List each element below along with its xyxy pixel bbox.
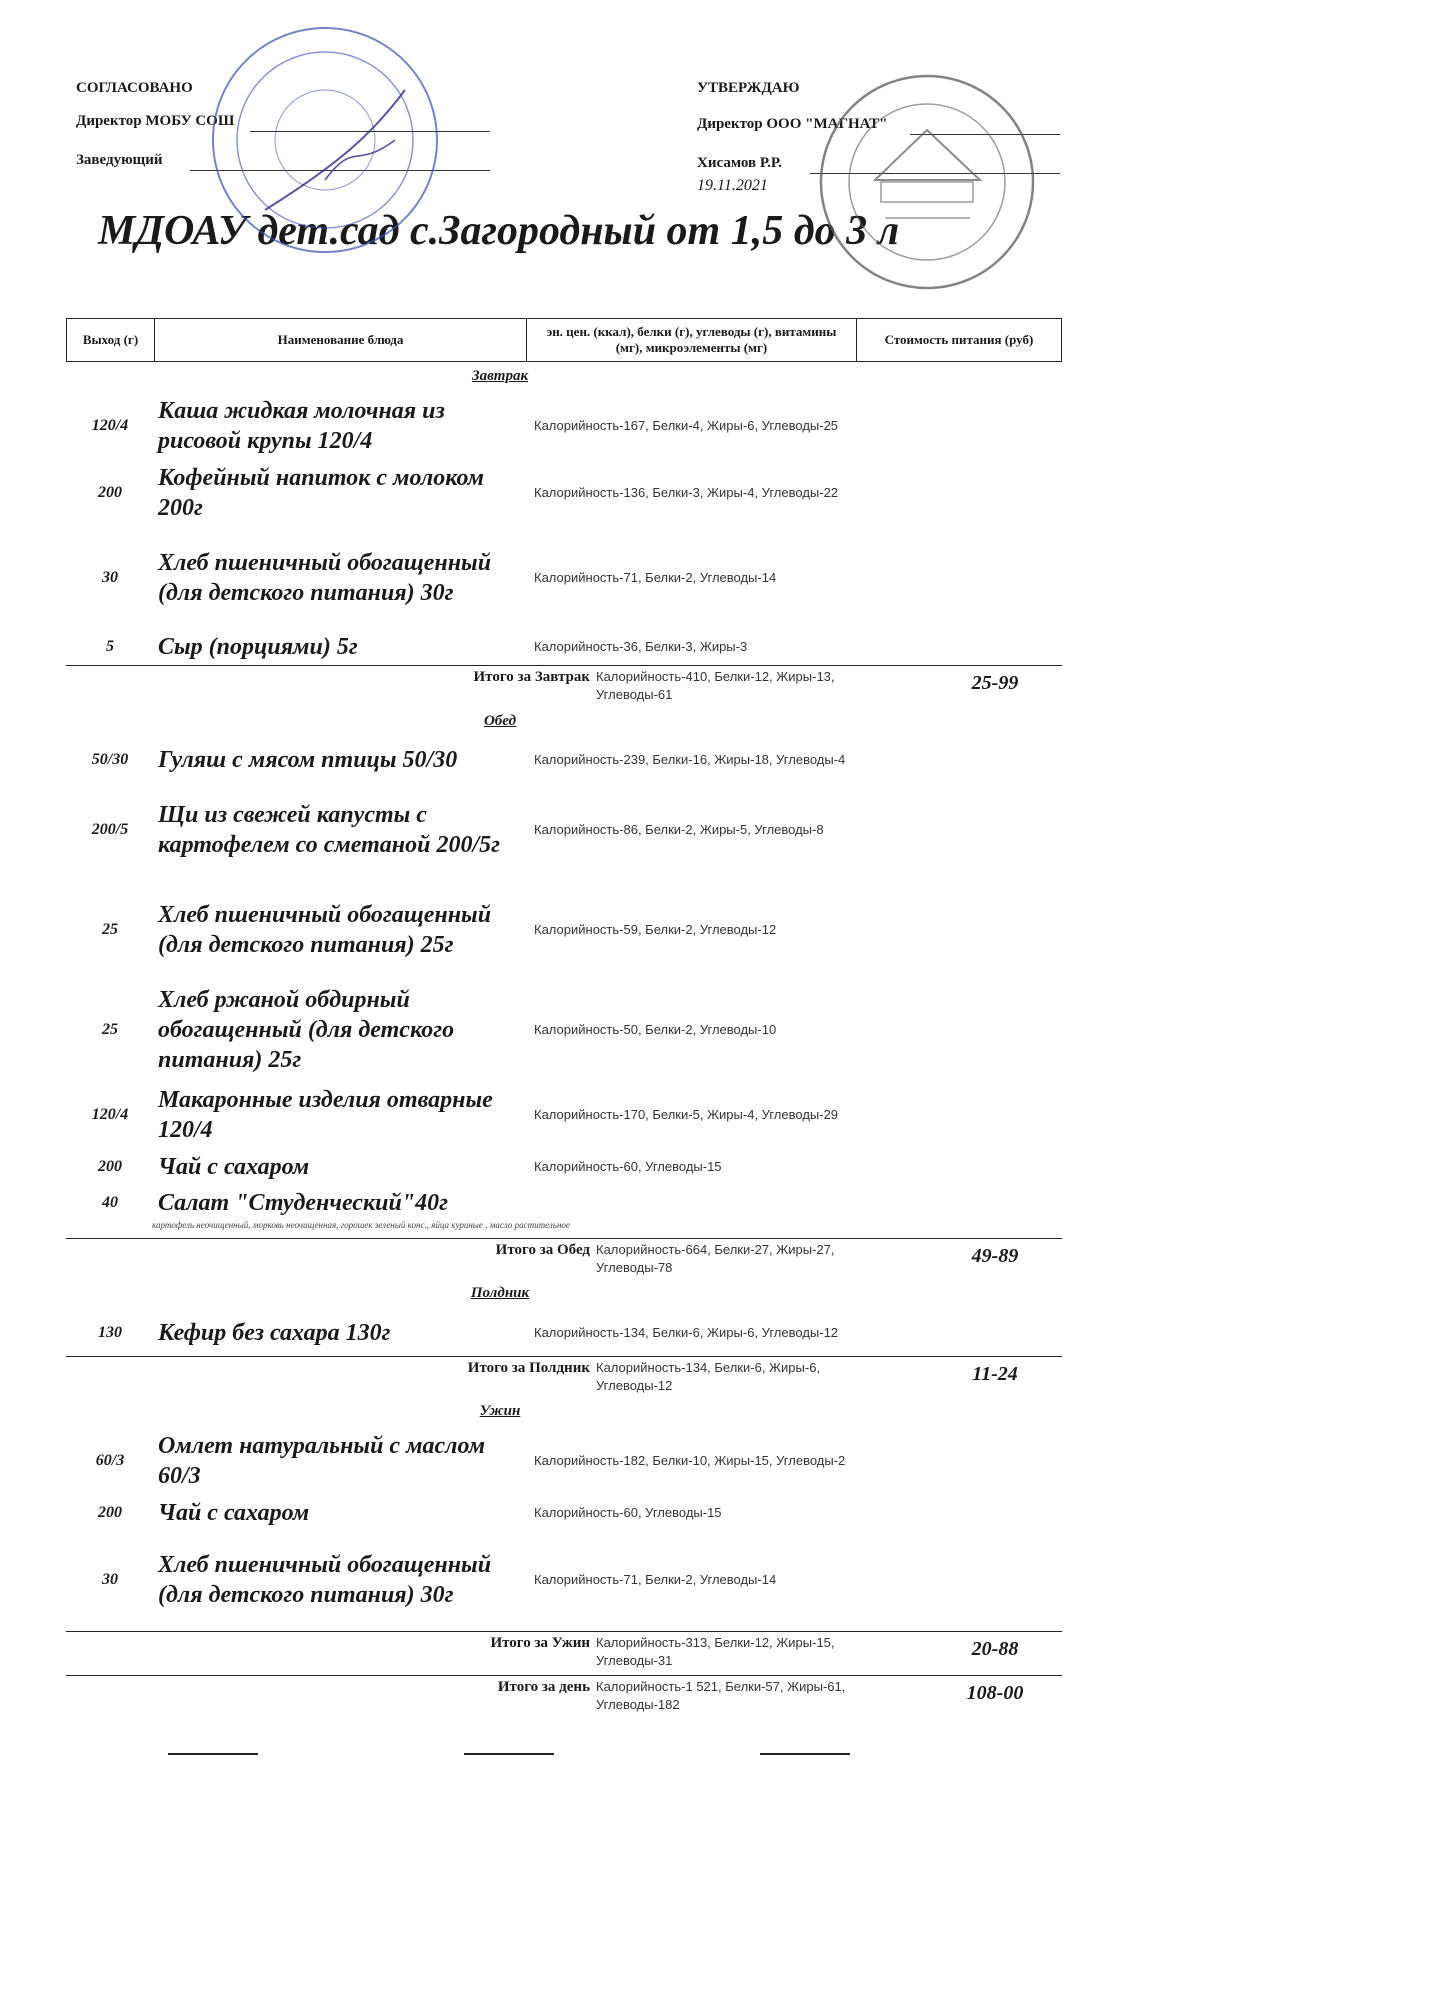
total-nutrition: Калорийность-313, Белки-12, Жиры-15, Углеводы-31 [596, 1635, 835, 1668]
table-row [66, 1496, 1062, 1530]
table-row [66, 1428, 1062, 1494]
company-stamp-icon [815, 70, 1040, 295]
total-nutrition: Калорийность-410, Белки-12, Жиры-13, Углеводы-61 [596, 669, 835, 702]
dish-name-cell: Салат "Студенческий"40г [158, 1190, 448, 1216]
approval-date: 19.11.2021 [697, 177, 768, 194]
output-cell: 50/30 [91, 751, 129, 768]
total-label: Итого за Ужин [490, 1635, 590, 1651]
table-row [66, 982, 1062, 1078]
total-nutrition: Калорийность-664, Белки-27, Жиры-27, Углеводы-78 [596, 1242, 835, 1275]
column-output: Выход (г) [67, 319, 155, 361]
table-row [66, 460, 1062, 526]
output-cell: 40 [102, 1194, 118, 1211]
nutrition-cell: Калорийность-170, Белки-5, Жиры-4, Углеводы-29 [534, 1107, 839, 1122]
signature-line [464, 1753, 554, 1755]
signature-line [168, 1753, 258, 1755]
dish-name-cell: Гуляш с мясом птицы 50/30 [158, 747, 458, 773]
signature-line [760, 1753, 850, 1755]
meal-snack-heading: Полдник [470, 1285, 530, 1301]
agreed-label: СОГЛАСОВАНО [76, 80, 193, 96]
nutrition-cell: Калорийность-60, Углеводы-15 [534, 1505, 722, 1520]
table-row [66, 530, 1062, 626]
nutrition-cell: Калорийность-167, Белки-4, Жиры-6, Углеводы-25 [534, 418, 839, 433]
output-cell: 5 [106, 638, 114, 655]
nutrition-cell: Калорийность-134, Белки-6, Жиры-6, Углеводы-12 [534, 1325, 839, 1340]
total-label: Итого за Завтрак [473, 669, 590, 685]
total-label: Итого за день [497, 1679, 590, 1695]
column-cost: Стоимость питания (руб) [884, 332, 1034, 347]
snack-total-row [66, 1356, 1062, 1403]
nutrition-cell: Калорийность-239, Белки-16, Жиры-18, Углеводы-4 [534, 752, 846, 767]
signer-name: Хисамов Р.Р. [697, 155, 782, 171]
table-row [66, 630, 1062, 664]
dish-name-cell: Хлеб ржаной обдирный обогащенный (для детского питания) 25г [158, 987, 455, 1073]
table-row [66, 1311, 1062, 1355]
table-row [66, 1186, 1062, 1220]
output-cell: 30 [102, 1571, 118, 1588]
dish-name-cell: Хлеб пшеничный обогащенный (для детского питания) 30г [158, 550, 492, 606]
dish-name-cell: Щи из свежей капусты с картофелем со сметаной 200/5г [158, 802, 500, 858]
total-nutrition: Калорийность-134, Белки-6, Жиры-6, Углеводы-12 [596, 1360, 821, 1393]
nutrition-cell: Калорийность-86, Белки-2, Жиры-5, Углеводы-8 [534, 822, 824, 837]
dish-name-cell: Макаронные изделия отварные 120/4 [158, 1087, 493, 1143]
column-nutrition: эн. цен. (ккал), белки (г), углеводы (г), витамины (мг), микроэлементы (мг) [527, 319, 857, 361]
nutrition-cell: Калорийность-50, Белки-2, Углеводы-10 [534, 1022, 777, 1037]
dish-name-cell: Чай с сахаром [158, 1154, 310, 1180]
dish-name-cell: Хлеб пшеничный обогащенный (для детского питания) 30г [158, 1552, 492, 1608]
nutrition-cell: Калорийность-136, Белки-3, Жиры-4, Углеводы-22 [534, 485, 839, 500]
dish-name-cell: Кефир без сахара 130г [158, 1320, 391, 1346]
nutrition-cell: Калорийность-71, Белки-2, Углеводы-14 [534, 1572, 777, 1587]
nutrition-cell: Калорийность-71, Белки-2, Углеводы-14 [534, 570, 777, 585]
output-cell: 200 [98, 484, 122, 501]
dish-name-cell: Чай с сахаром [158, 1500, 310, 1526]
dish-name-cell: Кофейный напиток с молоком 200г [158, 465, 484, 521]
nutrition-cell: Калорийность-182, Белки-10, Жиры-15, Углеводы-2 [534, 1453, 846, 1468]
dish-name-cell: Каша жидкая молочная из рисовой крупы 120/4 [158, 398, 445, 454]
table-row [66, 393, 1062, 459]
table-row [66, 738, 1062, 782]
breakfast-total-row [66, 665, 1062, 712]
output-cell: 120/4 [91, 1106, 129, 1123]
approve-label: УТВЕРЖДАЮ [697, 80, 800, 96]
table-header [66, 318, 1062, 362]
nutrition-cell: Калорийность-36, Белки-3, Жиры-3 [534, 639, 748, 654]
dish-name-cell: Омлет натуральный с маслом 60/3 [158, 1433, 486, 1489]
table-row [66, 882, 1062, 978]
dish-name-cell: Сыр (порциями) 5г [158, 634, 358, 660]
table-row [66, 782, 1062, 878]
table-row [66, 1150, 1062, 1184]
output-cell: 120/4 [91, 417, 129, 434]
total-cost: 49-89 [971, 1245, 1019, 1267]
column-dish-name: Наименование блюда [155, 319, 527, 361]
meal-dinner-heading: Ужин [479, 1403, 521, 1419]
output-cell: 30 [102, 569, 118, 586]
total-cost: 11-24 [972, 1363, 1018, 1385]
output-cell: 200/5 [91, 821, 129, 838]
output-cell: 200 [98, 1504, 122, 1521]
total-cost: 25-99 [971, 672, 1019, 694]
total-label: Итого за Полдник [467, 1360, 590, 1376]
table-row [66, 1532, 1062, 1628]
dinner-total-row [66, 1631, 1062, 1678]
school-stamp-icon [205, 20, 445, 260]
school-director-label: Директор МОБУ СОШ [76, 113, 235, 129]
day-total-row [66, 1675, 1062, 1726]
output-cell: 60/3 [95, 1452, 125, 1469]
meal-breakfast-heading: Завтрак [471, 368, 529, 384]
nutrition-cell: Калорийность-60, Углеводы-15 [534, 1159, 722, 1174]
total-label: Итого за Обед [495, 1242, 590, 1258]
head-label: Заведующий [76, 152, 163, 168]
dish-name-cell: Хлеб пшеничный обогащенный (для детского питания) 25г [158, 902, 492, 958]
output-cell: 25 [102, 921, 118, 938]
total-cost: 20-88 [971, 1638, 1019, 1660]
output-cell: 200 [98, 1158, 122, 1175]
output-cell: 130 [98, 1324, 122, 1341]
company-director-label: Директор ООО "МАГНАТ" [697, 116, 888, 132]
total-nutrition: Калорийность-1 521, Белки-57, Жиры-61, Углеводы-182 [596, 1679, 846, 1712]
salad-ingredients: картофель неочищенный, морковь неочищенная, горошек зеленый конс., яйца куриные , масло растительное [152, 1220, 570, 1230]
page-title: МДОАУ дет.сад с.Загородный от 1,5 до 3 л [98, 208, 900, 254]
table-row [66, 1082, 1062, 1148]
lunch-total-row [66, 1238, 1062, 1285]
meal-lunch-heading: Обед [483, 713, 517, 729]
total-cost: 108-00 [966, 1682, 1024, 1704]
output-cell: 25 [102, 1021, 118, 1038]
nutrition-cell: Калорийность-59, Белки-2, Углеводы-12 [534, 922, 777, 937]
